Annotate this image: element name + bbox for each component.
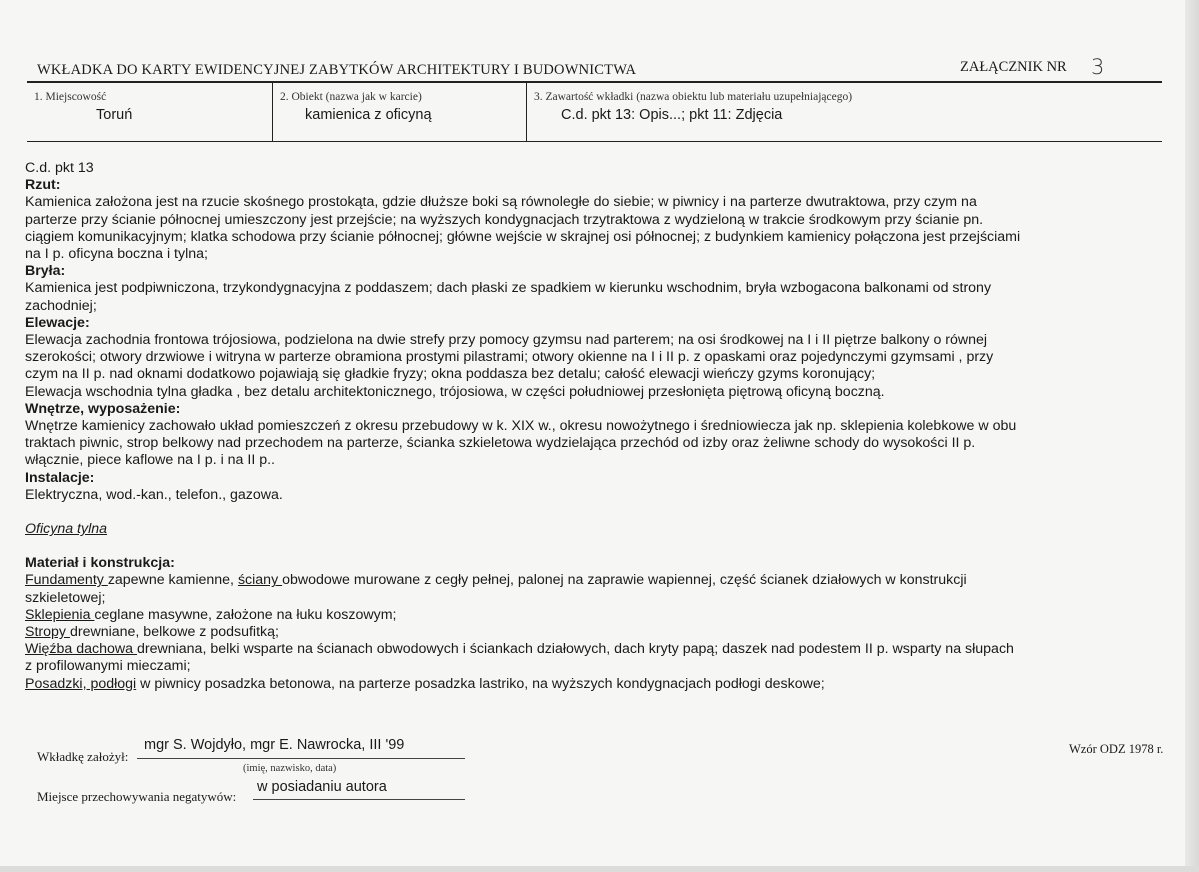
subsection-title: Oficyna tylna [25, 521, 108, 538]
author-value: mgr S. Wojdyło, mgr E. Nawrocka, III '99 [144, 737, 405, 753]
scan-edge-bottom [0, 866, 1199, 872]
section-heading-wnetrze: Wnętrze, wyposażenie: [25, 400, 181, 417]
paragraph-line: włącznie, piece kaflowe na I p. i na II p.. [25, 452, 275, 469]
description-body [25, 160, 1160, 693]
author-label: Wkładkę założył: [37, 749, 129, 764]
term-wiezba: Więźba dachowa [25, 641, 137, 658]
paragraph-line: parterze przy ścianie północnej umieszczony jest przejście; na wyższych kondygnacjach trzytraktowa z wydzieloną w trakcie środkowym przy ścianie pn. [25, 211, 984, 228]
term-text: ceglane masywne, założone na łuku koszowym; [94, 606, 397, 623]
paragraph-line: na I p. oficyna boczna i tylna; [25, 246, 208, 263]
term-fundamenty: Fundamenty [25, 572, 108, 589]
term-stropy: Stropy [25, 624, 70, 641]
storage-underline [253, 799, 465, 800]
paragraph-line: Elewacja zachodnia frontowa trójosiowa, podzielona na dwie strefy przy pomocy gzymsu nad parterem; na osi środkowej na I i II piętrze balkony o równej [25, 332, 988, 349]
material-line [25, 676, 1160, 693]
section-heading-rzut: Rzut: [25, 177, 61, 194]
term-sciany: ściany [237, 572, 283, 589]
material-line [25, 607, 1160, 624]
section-heading-material: Materiał i konstrukcja: [25, 555, 175, 572]
paragraph-line: traktach piwnic, strop belkowy nad przechodem na parterze, ścianka szkieletowa wydzielająca przechód od izby oraz żeliwne schody do wysokości II p. [25, 435, 976, 452]
form-title: WKŁADKA DO KARTY EWIDENCYJNEJ ZABYTKÓW ARCHITEKTURY I BUDOWNICTWA [37, 62, 637, 78]
field-value-contents: C.d. pkt 13: Opis...; pkt 11: Zdjęcia [561, 107, 783, 123]
field-label-contents: 3. Zawartość wkładki (nazwa obiektu lub materiału uzupełniającego) [534, 91, 853, 103]
form-template-note: Wzór ODZ 1978 r. [1069, 742, 1164, 756]
term-text: w piwnicy posadzka betonowa, na parterze posadzka lastriko, na wyższych kondygnacjach podłogi deskowe; [136, 675, 825, 692]
storage-value: w posiadaniu autora [257, 779, 387, 795]
paragraph-line: z profilowanymi mieczami; [25, 658, 191, 675]
field-value-locality: Toruń [96, 107, 133, 123]
paragraph-line: Elewacja wschodnia tylna gładka , bez detalu architektonicznego, trójosiowa, w części południowej przesłonięta piętrową oficyną boczną. [25, 383, 885, 400]
section-heading-bryla: Bryła: [25, 263, 66, 280]
term-text: drewniane, belkowe z podsufitką; [69, 624, 279, 641]
term-sklepienia: Sklepienia [25, 606, 95, 623]
annex-number: 3 [1091, 55, 1105, 79]
material-line [25, 641, 1160, 658]
paragraph-line: szkieletowej; [25, 589, 106, 606]
field-label-object: 2. Obiekt (nazwa jak w karcie) [280, 91, 422, 103]
paragraph-line: Kamienica założona jest na rzucie skośnego prostokąta, gdzie dłuższe boki są równoległe do siebie; w piwnicy i na parterze dwutraktowa, przy czym na [25, 194, 977, 211]
paragraph-line: Wnętrze kamienicy zachowało układ pomieszczeń z okresu przebudowy w k. XIX w., okresu nowożytnego i średniowiecza jak np. sklepienia kolebkowe w obu [25, 418, 1017, 435]
term-text: drewniana, belki wsparte na ścianach obwodowych i ściankach działowych, dach kryty papą; daszek nad podestem II p. wsparty na słupach [136, 641, 1014, 658]
annex-label: ZAŁĄCZNIK NR [960, 59, 1067, 75]
field-divider [272, 83, 273, 141]
paragraph-line: ciągiem komunikacyjnym; klatka schodowa przy ścianie północnej; główne wejście w skrajnej osi północnej; z budynkiem kamienicy połączona jest przejściami [25, 228, 1021, 245]
fields-rule [27, 141, 1162, 142]
material-line [25, 572, 1160, 589]
paragraph-line: zachodniej; [25, 297, 97, 314]
paragraph-line: Elektryczna, wod.-kan., telefon., gazowa. [25, 486, 283, 503]
field-value-object: kamienica z oficyną [305, 107, 432, 123]
header-rule [27, 81, 1162, 83]
section-heading-elewacje: Elewacje: [25, 314, 90, 331]
scan-edge [1185, 0, 1199, 872]
paragraph-line: czym na II p. nad oknami dodatkowo pojawiają się gładkie fryzy; okna poddasza bez detalu; całość elewacji wieńczy gzyms koronujący; [25, 366, 876, 383]
field-label-locality: 1. Miejscowość [34, 91, 107, 103]
storage-label: Miejsce przechowywania negatywów: [37, 789, 237, 804]
term-text: obwodowe murowane z cegły pełnej, palonej na zaprawie wapiennej, część ścianek działowych w konstrukcji [282, 572, 967, 589]
term-text: zapewne kamienne, [107, 572, 238, 589]
section-heading-instalacje: Instalacje: [25, 469, 95, 486]
author-caption: (imię, nazwisko, data) [243, 763, 337, 774]
field-divider [526, 83, 527, 141]
author-underline [137, 758, 465, 759]
continuation-note: C.d. pkt 13 [25, 160, 94, 176]
term-posadzki: Posadzki, podłogi [25, 675, 137, 692]
paragraph-line: Kamienica jest podpiwniczona, trzykondygnacyjna z poddaszem; dach płaski ze spadkiem w kierunku wschodnim, bryła wzbogacona balkonami od strony [25, 280, 992, 297]
material-line [25, 624, 1160, 641]
paragraph-line: szerokości; otwory drzwiowe i witryna w parterze obramiona prostymi pilastrami; otwory okienne na I i II p. z opaskami oraz pojedynczymi gzymsami , przy [25, 349, 994, 366]
